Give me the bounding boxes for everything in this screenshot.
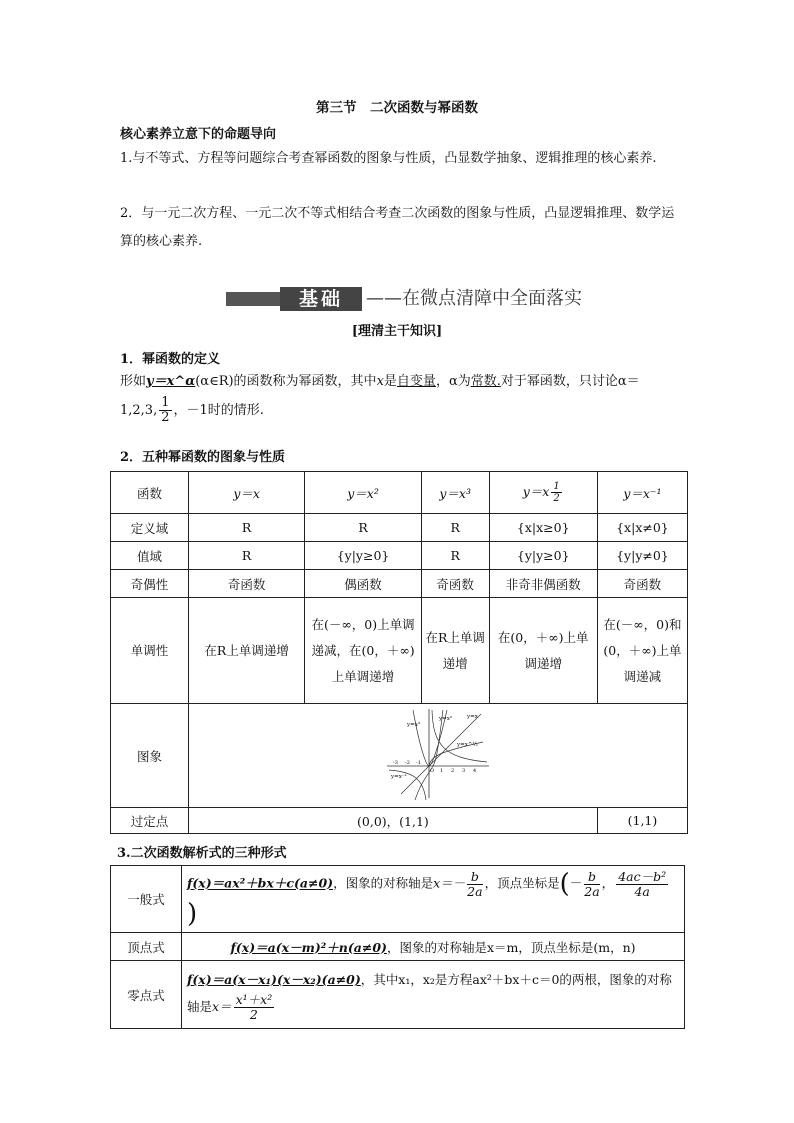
svg-text:4: 4 bbox=[472, 768, 477, 774]
table-row: 奇偶性 奇函数 偶函数 奇函数 非奇非偶函数 奇函数 bbox=[111, 570, 688, 598]
banner-subtitle: ——在微点清障中全面落实 bbox=[366, 288, 582, 309]
form-label: 零点式 bbox=[111, 961, 182, 1029]
svg-text:-1: -1 bbox=[415, 760, 421, 766]
banner-badge: 基础 bbox=[280, 287, 362, 311]
curve-label: y=x^½ bbox=[456, 742, 478, 748]
table-row bbox=[111, 933, 685, 961]
core-point-2: 2．与一元二次方程、一元二次不等式相结合考查二次函数的图象与性质，凸显逻辑推理、数学运算的核心素养. bbox=[120, 206, 675, 249]
svg-text:1: 1 bbox=[439, 768, 444, 774]
item1-paragraph: 形如y＝x^α(α∈R)的函数称为幂函数，其中x是自变量，α为常数.对于幂函数，只讨论α＝ 1,2,3, $\frac{1}{2}$ ，－1时的情形. bbox=[120, 374, 640, 425]
item2-heading: 2．五种幂函数的图象与性质 bbox=[120, 450, 286, 465]
curve-label: y=x bbox=[466, 714, 478, 720]
constant-word: 常数. bbox=[470, 374, 501, 389]
power-function-graph bbox=[383, 706, 493, 802]
svg-text:O: O bbox=[429, 768, 435, 774]
svg-text:3: 3 bbox=[461, 768, 466, 774]
item1-heading: 1．幂函数的定义 bbox=[120, 352, 221, 367]
subheading: [理清主干知识] bbox=[351, 324, 443, 339]
table-row: 定义域 R R R {x|x≥0} {x|x≠0} bbox=[111, 514, 688, 542]
fixed-point-last: (1,1) bbox=[597, 808, 687, 834]
core-point-1: 1.与不等式、方程等问题综合考查幂函数的图象与性质，凸显数学抽象、逻辑推理的核心素养. bbox=[120, 151, 657, 166]
form-label: 一般式 bbox=[111, 866, 182, 933]
form-vertex: f(x)＝a(x－m)²＋n(a≠0)，图象的对称轴是x＝m，顶点坐标是(m，n) bbox=[182, 933, 685, 961]
table-row bbox=[111, 808, 688, 834]
graph-cell bbox=[188, 704, 687, 808]
table-header-row bbox=[111, 472, 688, 514]
form-general: f(x)＝ax²＋bx＋c(a≠0)，图象的对称轴是x＝－ $\frac{b}{2a}$ ，顶点坐标是(－ $\frac{b}{2a}$ ， $\frac{\text{4ac－b²}}{4a}$ ) bbox=[182, 866, 685, 933]
section-title: 第三节 二次函数与幂函数 bbox=[316, 100, 478, 116]
header-cell: y＝x⁻¹ bbox=[597, 472, 687, 514]
curve-label: y=x⁻¹ bbox=[390, 774, 407, 780]
curve-label: y=x³ bbox=[406, 722, 420, 728]
curve-label: y=x² bbox=[438, 716, 452, 722]
table-row: 值域 R {y|y≥0} R {y|y≥0} {y|y≠0} bbox=[111, 542, 688, 570]
section-banner bbox=[226, 287, 582, 311]
header-cell: y＝x bbox=[188, 472, 304, 514]
half-fraction: $\frac{1}{2}$ bbox=[161, 395, 170, 425]
header-cell: 函数 bbox=[111, 472, 189, 514]
header-cell: y＝x³ bbox=[421, 472, 489, 514]
fixed-point-main: (0,0)，(1,1) bbox=[188, 808, 597, 834]
table-row bbox=[111, 961, 685, 1029]
table-row bbox=[111, 866, 685, 933]
item3-heading: 3.二次函数解析式的三种形式 bbox=[117, 846, 287, 861]
svg-text:-3: -3 bbox=[392, 760, 398, 766]
form-zero: f(x)＝a(x－x₁)(x－x₂)(a≠0)，其中x₁，x₂是方程ax²＋bx＋c＝0的两根，图象的对称轴是x＝ $\frac{\text{x¹＋x²}}{2}$ bbox=[182, 961, 685, 1029]
power-function-table bbox=[110, 471, 688, 834]
header-cell: y＝x² bbox=[305, 472, 421, 514]
quadratic-forms-table bbox=[110, 865, 685, 1029]
form-label: 顶点式 bbox=[111, 933, 182, 961]
fixed-point-label: 过定点 bbox=[111, 808, 189, 834]
core-heading: 核心素养立意下的命题导向 bbox=[120, 127, 277, 142]
variable-word: 自变量 bbox=[396, 374, 436, 389]
graph-label: 图象 bbox=[111, 704, 189, 808]
table-row: 单调性 在R上单调递增 在(－∞，0)上单调递减，在(0，＋∞)上单调递增 在R上单调递增 在(0，＋∞)上单调递增 在(－∞，0)和(0，＋∞)上单调递减 bbox=[111, 598, 688, 704]
header-cell: y＝x $\frac{1}{2}$ bbox=[489, 472, 597, 514]
svg-text:-2: -2 bbox=[404, 760, 410, 766]
power-formula: y＝x^α bbox=[146, 374, 196, 389]
banner-bar bbox=[226, 292, 280, 306]
table-row bbox=[111, 704, 688, 808]
svg-text:2: 2 bbox=[450, 768, 455, 774]
